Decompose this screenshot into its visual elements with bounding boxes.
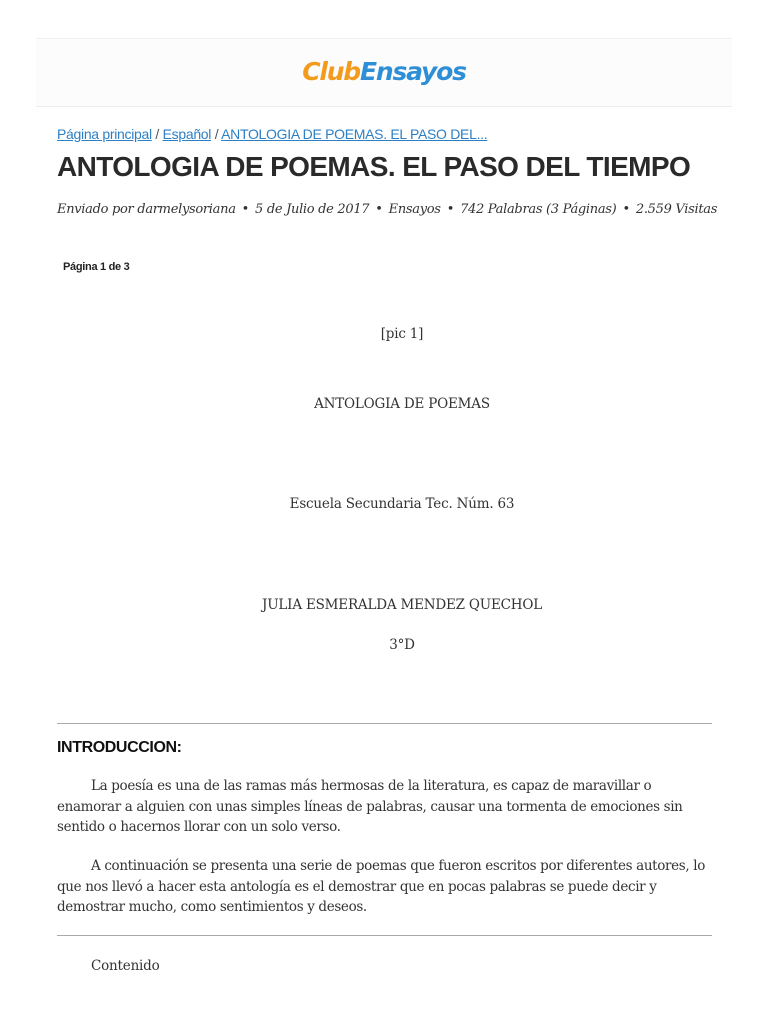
article-meta [57,202,717,217]
meta-category: Ensayos [388,202,441,217]
page-indicator: Página 1 de 3 [63,261,130,273]
doc-grade: 3°D [389,637,415,653]
doc-student-name: JULIA ESMERALDA MENDEZ QUECHOL [262,597,542,613]
meta-separator: • [446,202,455,217]
breadcrumb-home-link[interactable]: Página principal [57,126,152,142]
logo-club-text: Club [302,57,360,86]
breadcrumb [57,126,487,142]
meta-views: 2.559 Visitas [635,202,718,217]
page-title: ANTOLOGIA DE POEMAS. EL PASO DEL TIEMPO [57,151,691,182]
section-divider [57,723,712,724]
intro-heading: INTRODUCCION: [57,739,182,756]
site-header [36,38,732,107]
intro-paragraph-1: La poesía es una de las ramas más hermosas de la literatura, es capaz de maravillar o enamorar a alguien con unas simples líneas de palabras, causar una tormenta de emociones sin sentido o hacernos llorar con un solo verso. [57,778,683,835]
meta-separator: • [622,202,630,217]
meta-author: Enviado por darmelysoriana [57,202,236,217]
logo-ensayos-text: Ensayos [360,57,466,86]
breadcrumb-current-link[interactable]: ANTOLOGIA DE POEMAS. EL PASO DEL... [221,126,488,142]
breadcrumb-separator: / [214,126,219,142]
breadcrumb-separator: / [155,126,160,142]
doc-title: ANTOLOGIA DE POEMAS [314,396,490,412]
meta-separator: • [375,202,383,217]
intro-paragraph-2: A continuación se presenta una serie de poemas que fueron escritos por diferentes autores, lo que nos llevó a hacer esta antología es el demostrar que en pocas palabras se puede decir y demostrar mucho, como sentimientos y deseos. [57,858,705,915]
meta-length: 742 Palabras (3 Páginas) [460,202,617,217]
meta-date: 5 de Julio de 2017 [255,202,370,217]
contents-label: Contenido [91,958,160,974]
breadcrumb-category-link[interactable]: Español [162,126,212,142]
doc-pic-placeholder: [pic 1] [380,326,424,342]
site-logo[interactable] [302,57,466,86]
doc-school: Escuela Secundaria Tec. Núm. 63 [289,496,515,512]
meta-separator: • [241,202,250,217]
section-divider [57,935,712,936]
